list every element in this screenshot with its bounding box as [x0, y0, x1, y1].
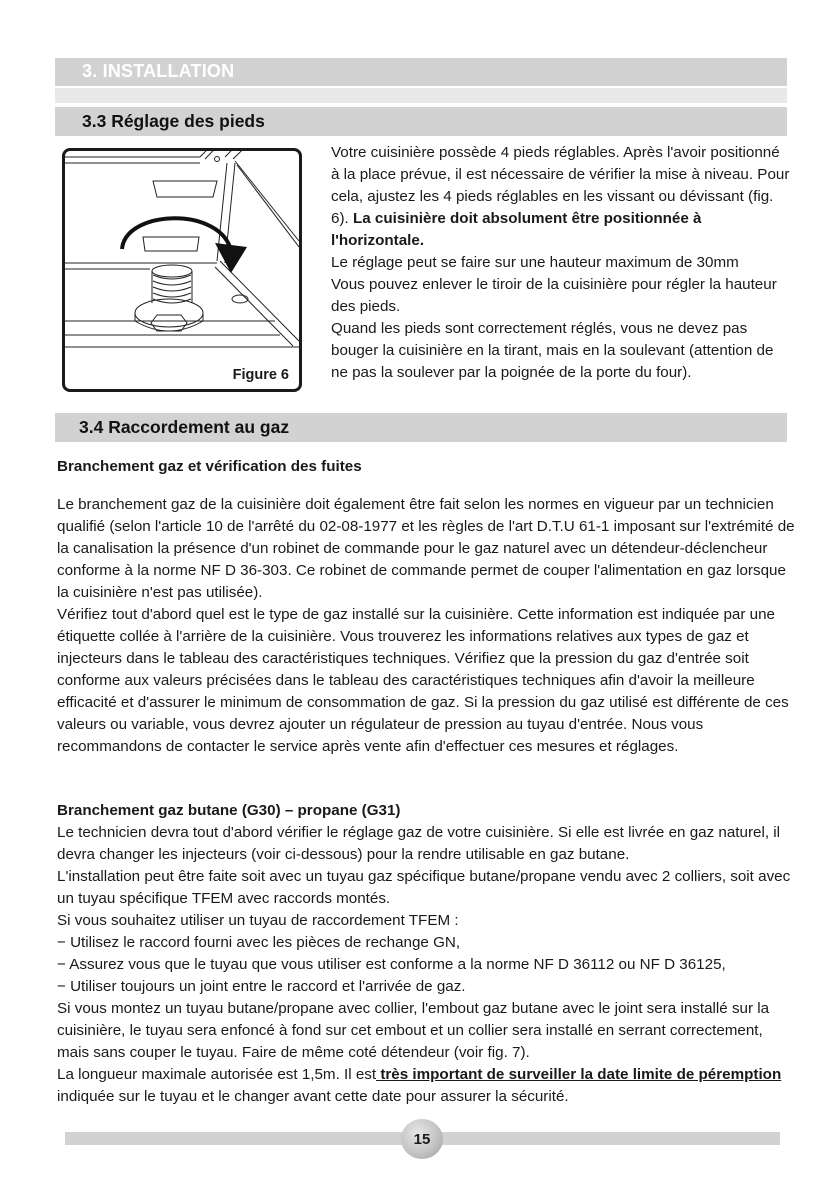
important-underlined-text: très important de surveiller la date limite de péremption: [376, 1066, 782, 1083]
page-number: 15: [413, 1130, 431, 1148]
list-item: − Assurez vous que le tuyau que vous utiliser est conforme a la norme NF D 36112 ou NF D 36125,: [57, 956, 726, 973]
paragraph: L'installation peut être faite soit avec un tuyau gaz spécifique butane/propane vendu avec 2 colliers, soit avec un tuyau spécifique TFEM avec raccords montés.: [57, 868, 791, 907]
paragraph: Si vous montez un tuyau butane/propane avec collier, l'embout gaz butane avec le joint sera installé sur la cuisinière, le tuyau sera enfoncé à fond sur cet embout et un collier sera installé en serrant correctement, mais sans couper le tuyau. Faire de même coté détendeur (voir fig. 7).: [57, 1000, 770, 1061]
section-title: 3.4 Raccordement au gaz: [79, 417, 290, 437]
paragraph: [331, 142, 791, 252]
paragraph-text: indiquée sur le tuyau et le changer avant cette date pour assurer la sécurité.: [57, 1088, 569, 1105]
paragraph: Vérifiez tout d'abord quel est le type de gaz installé sur la cuisinière. Cette information est indiquée par une étiquette collée à l'arrière de la cuisinière. Vous trouverez les informations relatives aux types de gaz et injecteurs dans le tableau des caractéristiques techniques. Vérifiez que la pression du gaz d'entrée soit conforme aux valeurs précisées dans le tableau des caractéristiques techniques afin d'avoir la meilleure efficacité et d'assurer le minimum de consommation de gaz. Si la pression du gaz utilisé est différente de ces valeurs ou variable, vous devrez ajouter un régulateur de pression au tuyau d'entrée. Nous vous recommandons de contacter le service après vente afin d'effectuer ces mesures et réglages.: [57, 606, 789, 755]
paragraph: Quand les pieds sont correctement réglés, vous ne devez pas bouger la cuisinière en la tirant, mais en la soulevant (attention de ne pas la soulever par la poignée de la porte du four).: [331, 320, 774, 381]
paragraph: Si vous souhaitez utiliser un tuyau de raccordement TFEM :: [57, 912, 459, 929]
section-title: 3.3 Réglage des pieds: [82, 111, 265, 131]
page-number-badge: [401, 1119, 443, 1159]
adjustable-foot-illustration: [65, 151, 299, 389]
subsection-gas-leak-check: [57, 456, 797, 478]
subsection-heading: Branchement gaz butane (G30) – propane (G31): [57, 802, 401, 819]
paragraph: Le réglage peut se faire sur une hauteur maximum de 30mm: [331, 254, 739, 271]
section-3-3-text: [331, 142, 791, 384]
paragraph: [57, 1064, 797, 1108]
list-item: − Utilisez le raccord fourni avec les pièces de rechange GN,: [57, 934, 461, 951]
subsection-heading: Branchement gaz et vérification des fuites: [57, 458, 362, 475]
paragraph: Le technicien devra tout d'abord vérifier le réglage gaz de votre cuisinière. Si elle est livrée en gaz naturel, il devra changer les injecteurs (voir ci-dessous) pour la rendre utilisable en gaz butane.: [57, 824, 781, 863]
section-3-4-header: [55, 413, 787, 442]
section-3-3-header: [55, 107, 787, 136]
warning-bold-text: La cuisinière doit absolument être positionnée à l'horizontale.: [331, 210, 702, 249]
paragraph-text: Votre cuisinière possède 4 pieds réglables. Après l'avoir positionné à la place prévue, il est nécessaire de vérifier la mise à niveau. Pour cela, ajustez les 4 pieds réglables en les vissant ou dévissant (fig. 6).: [331, 144, 790, 227]
figure-6-illustration: [62, 148, 302, 392]
paragraph-text: La longueur maximale autorisée est 1,5m. Il est: [57, 1066, 377, 1083]
header-divider-bar: [55, 88, 787, 103]
list-item: − Utiliser toujours un joint entre le raccord et l'arrivée de gaz.: [57, 978, 466, 995]
chapter-header-bar: [55, 58, 787, 86]
subsection-gas-leak-check-body: [57, 494, 797, 758]
figure-caption: Figure 6: [232, 367, 289, 383]
paragraph: Vous pouvez enlever le tiroir de la cuisinière pour régler la hauteur des pieds.: [331, 276, 777, 315]
subsection-butane-propane: [57, 800, 797, 1108]
chapter-title: 3. INSTALLATION: [82, 61, 235, 81]
paragraph: Le branchement gaz de la cuisinière doit également être fait selon les normes en vigueur par un technicien qualifié (selon l'article 10 de l'arrêté du 02-08-1977 et les règles de l'art D.T.U 61-1 imposant sur l'extrémité de la canalisation la présence d'un robinet de commande pour le gaz naturel avec un détendeur-déclencheur conforme à la norme NF D 36-303. Ce robinet de commande permet de couper l'alimentation en gaz lorsque la cuisinière n'est pas utilisée).: [57, 496, 795, 601]
